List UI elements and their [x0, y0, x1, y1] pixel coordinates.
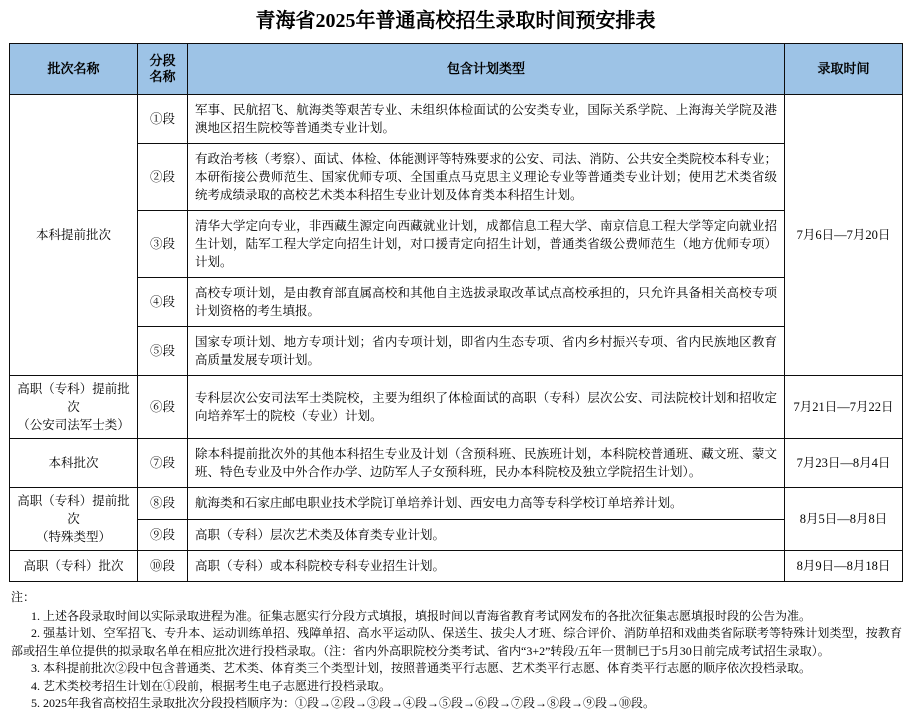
column-header-segment-name [138, 44, 188, 95]
plan-types-cell-3: 清华大学定向专业，非西藏生源定向西藏就业计划，成都信息工程大学、南京信息工程大学等定向就业招生计划，陆军工程大学定向招生计划，对口援青定向招生计划，普通类省级公费师范生（地方优师专项）计划。 [188, 211, 785, 278]
notes-section [0, 582, 911, 713]
table-row [10, 144, 903, 211]
note-item-4: 4. 艺术类校考招生计划在①段前，根据考生电子志愿进行投档录取。 [31, 678, 392, 693]
segment-cell-5: ⑤段 [138, 327, 188, 376]
plan-types-cell-2: 有政治考核（考察）、面试、体检、体能测评等特殊要求的公安、司法、消防、公共安全类院校本科专业；本研衔接公费师范生、国家优师专项、全国重点马克思主义理论专业等普通类专业计划；使用艺术类省级统考成绩录取的高校艺术类本科招生专业计划及体育类本科招生计划。 [188, 144, 785, 211]
table-header [10, 44, 903, 95]
batch-label-line1: 高职（专科）提前批 [17, 494, 130, 508]
note-item-2: 2. 强基计划、空军招飞、专升本、运动训练单招、残障单招、高水平运动队、保送生、拔尖人才班、综合评价、消防单招和戏曲类省际联考等特殊计划类型，按教育部或招生单位提供的拟录取名单在相应批次进行投档录取。（注：省内外高职院校分类考试、省内“3+2”转段/五年一贯制已于5月30日前完成考试招生录取）。 [11, 626, 902, 658]
segment-cell-9: ⑨段 [138, 519, 188, 551]
plan-types-cell-9: 高职（专科）层次艺术类及体育类专业计划。 [188, 519, 785, 551]
note-item-5: 5. 2025年我省高校招生录取批次分段投档顺序为：①段→②段→③段→④段→⑤段→⑥段→⑦段→⑧段→⑨段→⑩段。 [31, 696, 656, 710]
table-row [10, 488, 903, 520]
admission-time-cell-8: 8月5日—8月8日 [785, 488, 903, 551]
batch-label-line3: （特殊类型） [35, 530, 111, 544]
segment-cell-10: ⑩段 [138, 551, 188, 582]
batch-cell-undergraduate-early: 本科提前批次 [10, 95, 138, 376]
table-row [10, 551, 903, 582]
segment-cell-8: ⑧段 [138, 488, 188, 520]
admission-schedule-table [9, 43, 903, 582]
table-row [10, 376, 903, 439]
segment-cell-3: ③段 [138, 211, 188, 278]
notes-heading: 注： [11, 590, 36, 604]
plan-types-cell-1: 军事、民航招飞、航海类等艰苦专业、未组织体检面试的公安类专业，国际关系学院、上海海关学院及港澳地区招生院校等普通类专业计划。 [188, 95, 785, 144]
table-row [10, 439, 903, 488]
plan-types-cell-5: 国家专项计划、地方专项计划；省内专项计划，即省内生态专项、省内乡村振兴专项、省内民族地区教育高质量发展专项计划。 [188, 327, 785, 376]
admission-time-cell-10: 8月9日—8月18日 [785, 551, 903, 582]
column-header-segment-line1: 分段 [149, 53, 176, 68]
batch-label-line1: 高职（专科）提前批 [17, 382, 130, 396]
column-header-plan-types: 包含计划类型 [188, 44, 785, 95]
batch-cell-vocational-early-special [10, 488, 138, 551]
segment-cell-1: ①段 [138, 95, 188, 144]
batch-label-line2: 次 [67, 512, 80, 526]
table-row [10, 278, 903, 327]
batch-label-line3: （公安司法军士类） [17, 418, 130, 432]
batch-label-line2: 次 [67, 400, 80, 414]
plan-types-cell-10: 高职（专科）或本科院校专科专业招生计划。 [188, 551, 785, 582]
column-header-batch-name: 批次名称 [10, 44, 138, 95]
plan-types-cell-4: 高校专项计划，是由教育部直属高校和其他自主选拔录取改革试点高校承担的，只允许具备相关高校专项计划资格的考生填报。 [188, 278, 785, 327]
batch-cell-vocational-early-police [10, 376, 138, 439]
table-body [10, 95, 903, 582]
column-header-segment-line2: 名称 [149, 69, 176, 84]
table-row [10, 519, 903, 551]
plan-types-cell-8: 航海类和石家庄邮电职业技术学院订单培养计划、西安电力高等专科学校订单培养计划。 [188, 488, 785, 520]
batch-cell-undergraduate: 本科批次 [10, 439, 138, 488]
page-title: 青海省2025年普通高校招生录取时间预安排表 [255, 10, 656, 32]
plan-types-cell-7: 除本科提前批次外的其他本科招生专业及计划（含预科班、民族班计划，本科院校普通班、藏文班、蒙文班、特色专业及中外合作办学、边防军人子女预科班，民办本科院校及独立学院招生计划）。 [188, 439, 785, 488]
table-row [10, 95, 903, 144]
table-header-row [10, 44, 903, 95]
column-header-admission-time: 录取时间 [785, 44, 903, 95]
admission-time-cell-6: 7月21日—7月22日 [785, 376, 903, 439]
batch-cell-vocational: 高职（专科）批次 [10, 551, 138, 582]
admission-time-cell-1: 7月6日—7月20日 [785, 95, 903, 376]
segment-cell-2: ②段 [138, 144, 188, 211]
admission-time-cell-7: 7月23日—8月4日 [785, 439, 903, 488]
table-row [10, 211, 903, 278]
segment-cell-4: ④段 [138, 278, 188, 327]
segment-cell-6: ⑥段 [138, 376, 188, 439]
note-item-3: 3. 本科提前批次②段中包含普通类、艺术类、体育类三个类型计划，按照普通类平行志愿、艺术类平行志愿、体育类平行志愿的顺序依次投档录取。 [31, 661, 812, 675]
schedule-table-container [0, 43, 911, 582]
plan-types-cell-6: 专科层次公安司法军士类院校，主要为组织了体检面试的高职（专科）层次公安、司法院校计划和招收定向培养军士的院校（专业）计划。 [188, 376, 785, 439]
segment-cell-7: ⑦段 [138, 439, 188, 488]
table-row [10, 327, 903, 376]
note-item-1: 1. 上述各段录取时间以实际录取进程为准。征集志愿实行分段方式填报，填报时间以青海省教育考试网发布的各批次征集志愿填报时段的公告为准。 [31, 608, 812, 623]
